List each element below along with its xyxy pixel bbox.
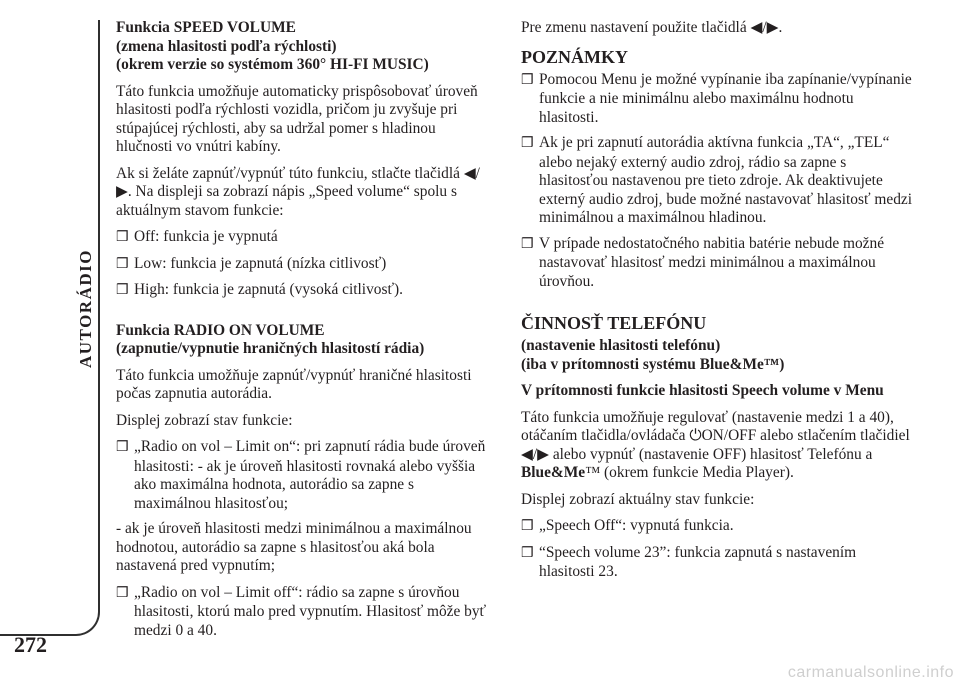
speed-volume-instructions: Ak si želáte zapnúť/vypnúť túto funkciu, stlačte tlačidlá ◀/▶. Na displeji sa zobrazí nápis „Speed volume“ spolu s aktuálnym stavom funkcie: [116, 164, 480, 219]
watermark: carmanualsonline.info [787, 664, 954, 681]
right-arrow-icon: ▶ [766, 19, 779, 36]
list-item: ❒ Ak je pri zapnutí autorádia aktívna funkcia „TA“, „TEL“ alebo nejaký externý audio zdroj, rádio sa zapne s hlasitosťou nastavenou pre tieto zdroje. Ak deaktivujete externý audio zdroj, bude možné nastavovať hlasitosť medzi minimálnou a maximálnou hladinou. [521, 134, 913, 226]
list-item: ❒ High: funkcia je zapnutá (vysoká citlivosť). [116, 281, 494, 301]
phone-note: (iba v prítomnosti systému Blue&Me™) [521, 355, 785, 373]
page-number: 272 [14, 632, 47, 657]
phone-volume-desc: Táto funkcia umožňuje regulovať (nastavenie medzi 1 a 40), otáčaním tlačidla/ovládača ⏻ON/OFF alebo stlačením tlačidiel ◀/▶ alebo vypnúť (nastavenie OFF) hlasitosť Telefónu a Blue&Me™ (okrem funkcie Media Player). [521, 408, 910, 481]
checkbox-bullet-icon: ❒ [521, 236, 534, 252]
radio-on-volume-heading [116, 322, 494, 359]
speed-volume-desc: Táto funkcia umožňuje automaticky prispôsobovať úroveň hlasitosti podľa rýchlosti vozidla, pričom ju zvyšuje pri stúpajúcej rýchlosti, aby sa udržal pomer s hladinou hlučnosti vo vnútri kabíny. [116, 82, 478, 155]
phone-subheading [521, 337, 913, 374]
phone-section-title: ČINNOSŤ TELEFÓNU [521, 313, 707, 333]
phone-display-status: Displej zobrazí aktuálny stav funkcie: [521, 490, 755, 508]
radio-limit-note: - ak je úroveň hlasitosti medzi minimálnou a maximálnou hodnotou, autorádio sa zapne s hlasitosťou aká bola nastavená pred vypnutím; [116, 520, 472, 574]
power-knob-icon: ⏻ [689, 427, 702, 444]
settings-intro: Pre zmenu nastavení použite tlačidlá ◀/▶. [521, 19, 783, 36]
left-arrow-icon: ◀ [463, 164, 476, 182]
speed-volume-title: Funkcia SPEED VOLUME [116, 19, 296, 36]
list-item: ❒ Off: funkcia je vypnutá [116, 228, 494, 248]
sidebar [0, 0, 100, 686]
phone-subtitle: (nastavenie hlasitosti telefónu) [521, 337, 721, 354]
list-item: ❒ Low: funkcia je zapnutá (nízka citlivosť) [116, 255, 494, 275]
list-item: ❒ „Speech Off“: vypnutá funkcia. [521, 517, 913, 537]
speech-volume-title: V prítomnosti funkcie hlasitosti Speech volume v Menu [521, 382, 884, 399]
radio-on-volume-title: Funkcia RADIO ON VOLUME [116, 321, 325, 339]
checkbox-bullet-icon: ❒ [521, 519, 534, 534]
right-arrow-icon: ▶ [116, 183, 128, 200]
list-item: ❒ „Radio on vol – Limit on“: pri zapnutí rádia bude úroveň hlasitosti: - ak je úroveň hlasitosti rovnaká alebo vyššia ako maximálna hodnota, autorádio sa zapne s maximálnou hlasitosťou; [116, 438, 486, 512]
checkbox-bullet-icon: ❒ [521, 136, 534, 151]
checkbox-bullet-icon: ❒ [521, 72, 534, 88]
radio-on-volume-subtitle: (zapnutie/vypnutie hraničných hlasitostí rádia) [116, 340, 425, 357]
left-arrow-icon: ◀ [521, 445, 533, 463]
checkbox-bullet-icon: ❒ [116, 283, 129, 298]
section-label: AUTORÁDIO [76, 249, 95, 368]
notes-title: POZNÁMKY [521, 46, 628, 67]
checkbox-bullet-icon: ❒ [116, 585, 129, 601]
checkbox-bullet-icon: ❒ [116, 440, 129, 455]
list-item: ❒ “Speech volume 23”: funkcia zapnutá s nastavením hlasitosti 23. [521, 543, 857, 580]
checkbox-bullet-icon: ❒ [116, 256, 129, 272]
left-column [116, 19, 494, 647]
speed-volume-heading [116, 19, 494, 75]
speed-volume-subtitle: (zmena hlasitosti podľa rýchlosti) [116, 37, 337, 55]
radio-on-volume-desc: Táto funkcia umožňuje zapnúť/vypnúť hraničné hlasitosti počas zapnutia autorádia. [116, 366, 472, 402]
right-column [521, 19, 913, 589]
speech-volume-heading [521, 382, 913, 401]
list-item: ❒ V prípade nedostatočného nabitia batérie nebude možné nastavovať hlasitosť medzi minimálnou a maximálnou úrovňou. [521, 234, 885, 290]
left-arrow-icon: ◀ [750, 19, 763, 36]
right-arrow-icon: ▶ [537, 445, 549, 463]
checkbox-bullet-icon: ❒ [116, 230, 129, 245]
checkbox-bullet-icon: ❒ [521, 545, 534, 561]
list-item: ❒ „Radio on vol – Limit off“: rádio sa zapne s úrovňou hlasitosti, ktorú malo pred vypnutím. Hlasitosť môže byť medzi 0 a 40. [116, 583, 487, 639]
radio-display-status: Displej zobrazí stav funkcie: [116, 411, 293, 429]
list-item: ❒ Pomocou Menu je možné vypínanie iba zapínanie/vypínanie funkcie a nie minimálnu alebo maximálnu hodnotu hlasitosti. [521, 70, 912, 126]
speed-volume-note: (okrem verzie so systémom 360° HI-FI MUSIC) [116, 56, 429, 73]
